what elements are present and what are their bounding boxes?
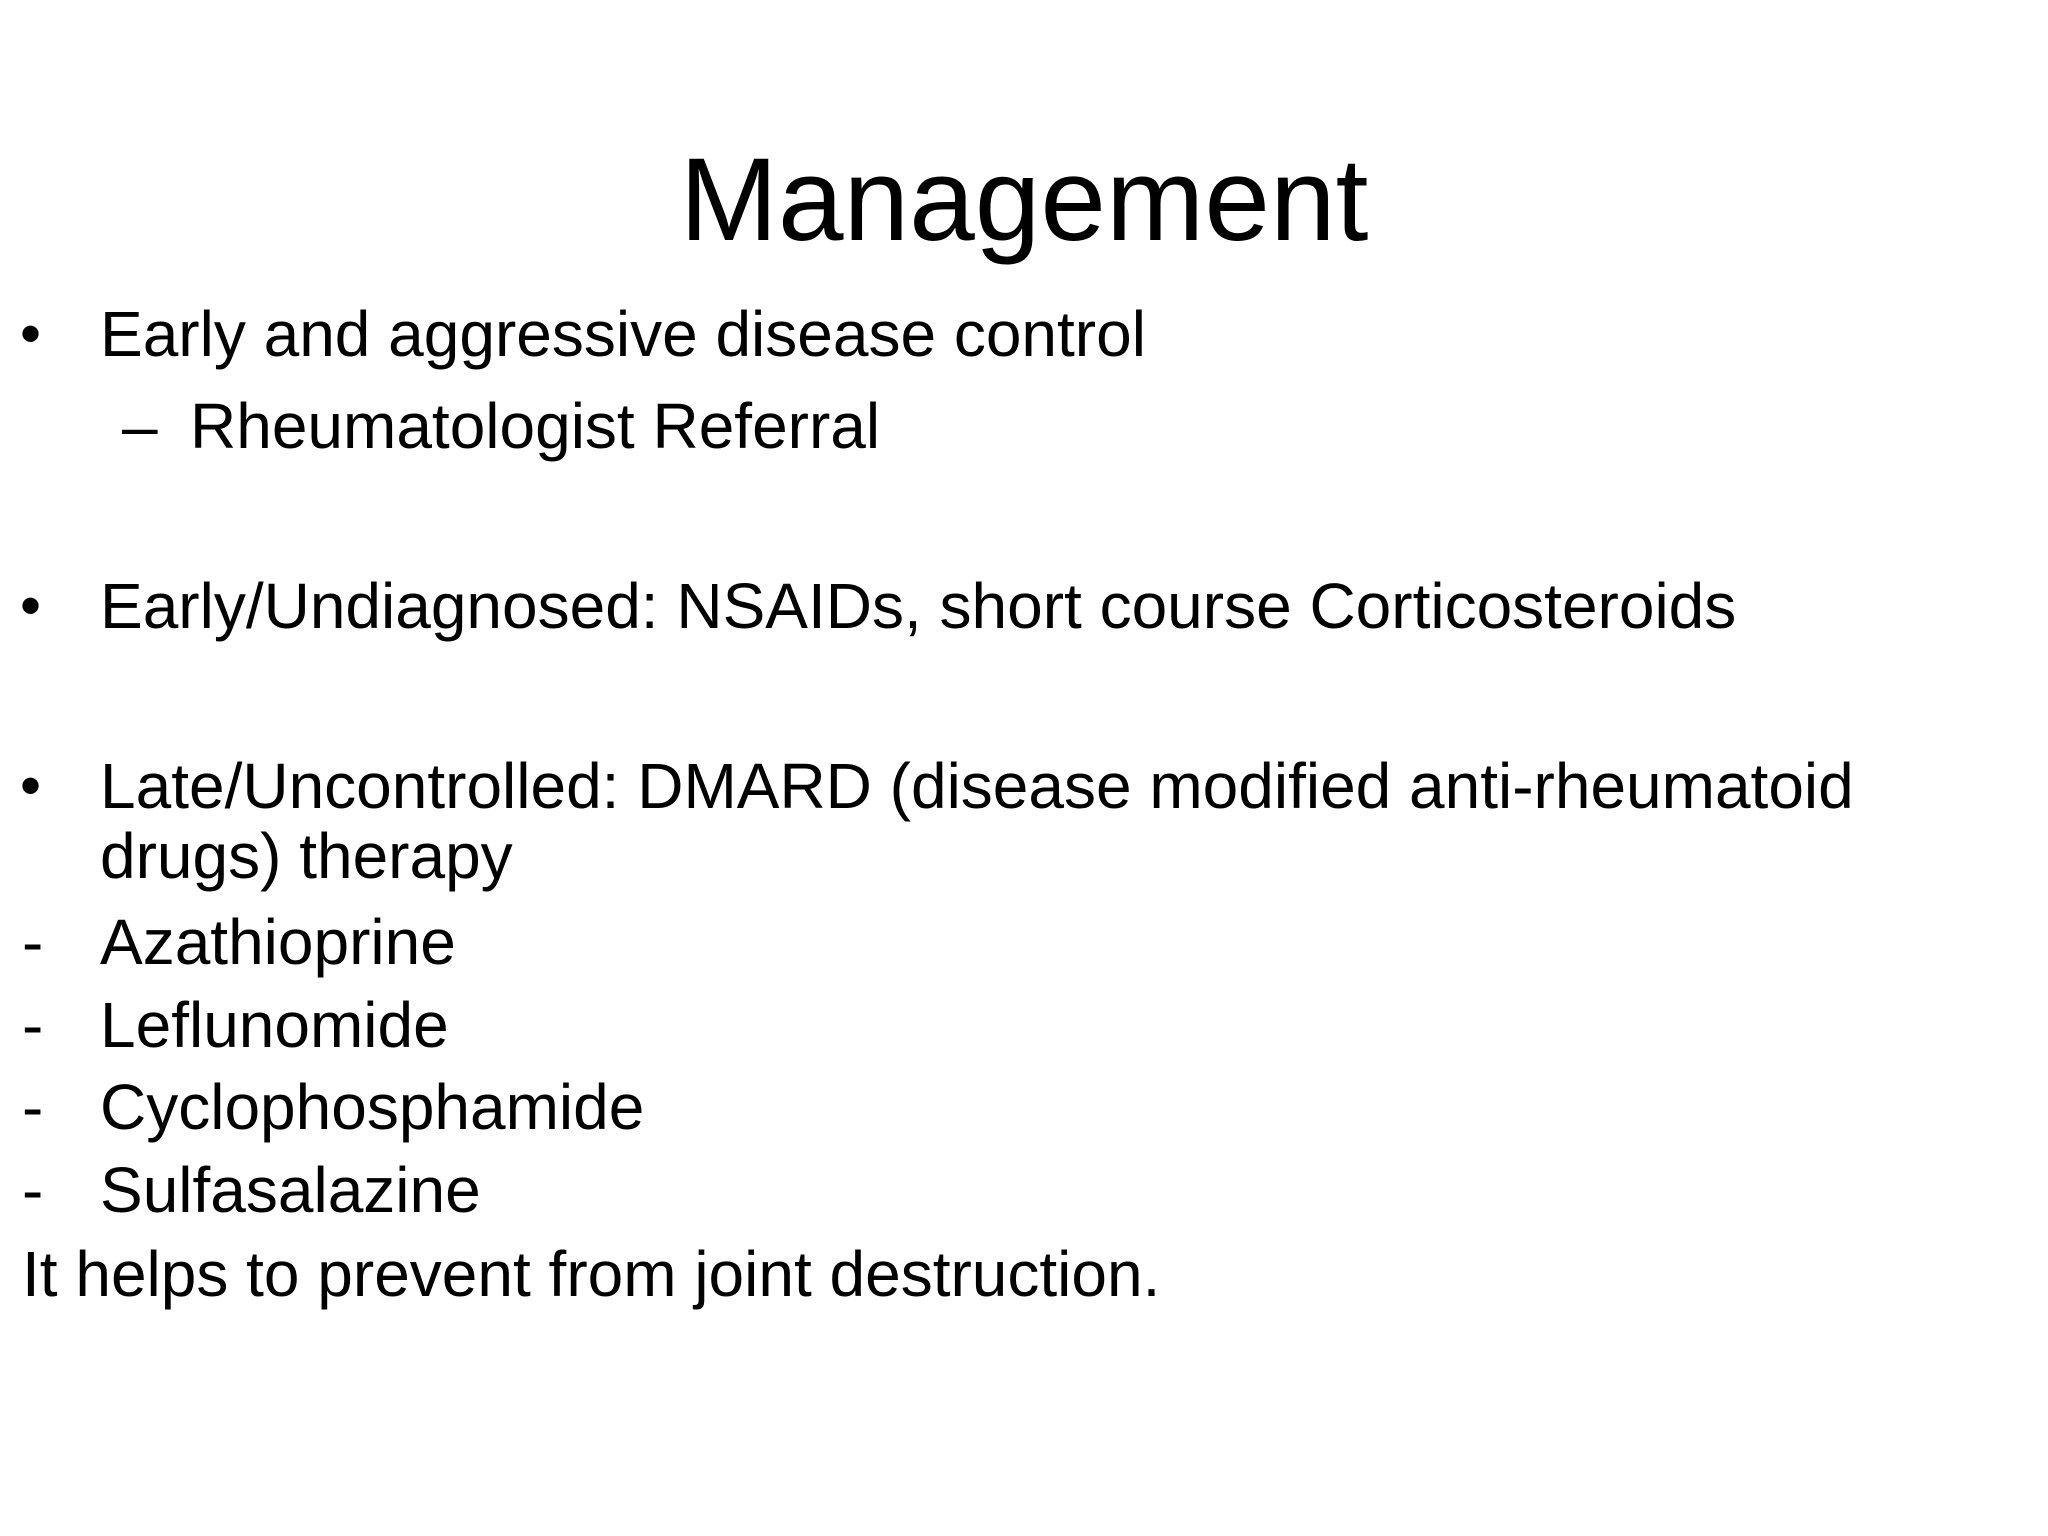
drug-list-item — [0, 904, 2048, 984]
bullet-text: Early and aggressive disease control — [100, 298, 1146, 370]
bullet-text-line-2: drugs) therapy — [100, 820, 513, 892]
drug-name: Sulfasalazine — [100, 1154, 481, 1226]
bullet-item-disease-control — [0, 296, 2048, 376]
drug-name: Cyclophosphamide — [100, 1071, 645, 1143]
summary-text: It helps to prevent from joint destruction. — [22, 1238, 1161, 1310]
dash-marker: - — [22, 906, 44, 978]
drug-list-item — [0, 1152, 2048, 1232]
bullet-text: Early/Undiagnosed: NSAIDs, short course Corticosteroids — [100, 570, 1737, 642]
bullet-item-late-uncontrolled-continued — [0, 818, 2048, 898]
dash-marker: - — [22, 1154, 44, 1226]
bullet-text-line-1: Late/Uncontrolled: DMARD (disease modified anti-rheumatoid — [100, 750, 1854, 822]
bullet-item-late-uncontrolled — [0, 748, 2048, 828]
sub-bullet-item-referral — [0, 388, 2048, 468]
bullet-marker: • — [20, 752, 42, 819]
slide-title: Management — [679, 134, 1369, 266]
bullet-marker: • — [20, 300, 42, 367]
drug-name: Leflunomide — [100, 989, 449, 1061]
dash-marker: - — [22, 1071, 44, 1143]
bullet-marker: • — [20, 572, 42, 639]
dash-marker: - — [22, 989, 44, 1061]
sub-bullet-text: Rheumatologist Referral — [190, 390, 881, 462]
bullet-item-early-undiagnosed — [0, 568, 2048, 648]
drug-list-item — [0, 1069, 2048, 1149]
drug-list-item — [0, 987, 2048, 1067]
drug-name: Azathioprine — [100, 906, 456, 978]
sub-bullet-marker: – — [122, 390, 158, 462]
